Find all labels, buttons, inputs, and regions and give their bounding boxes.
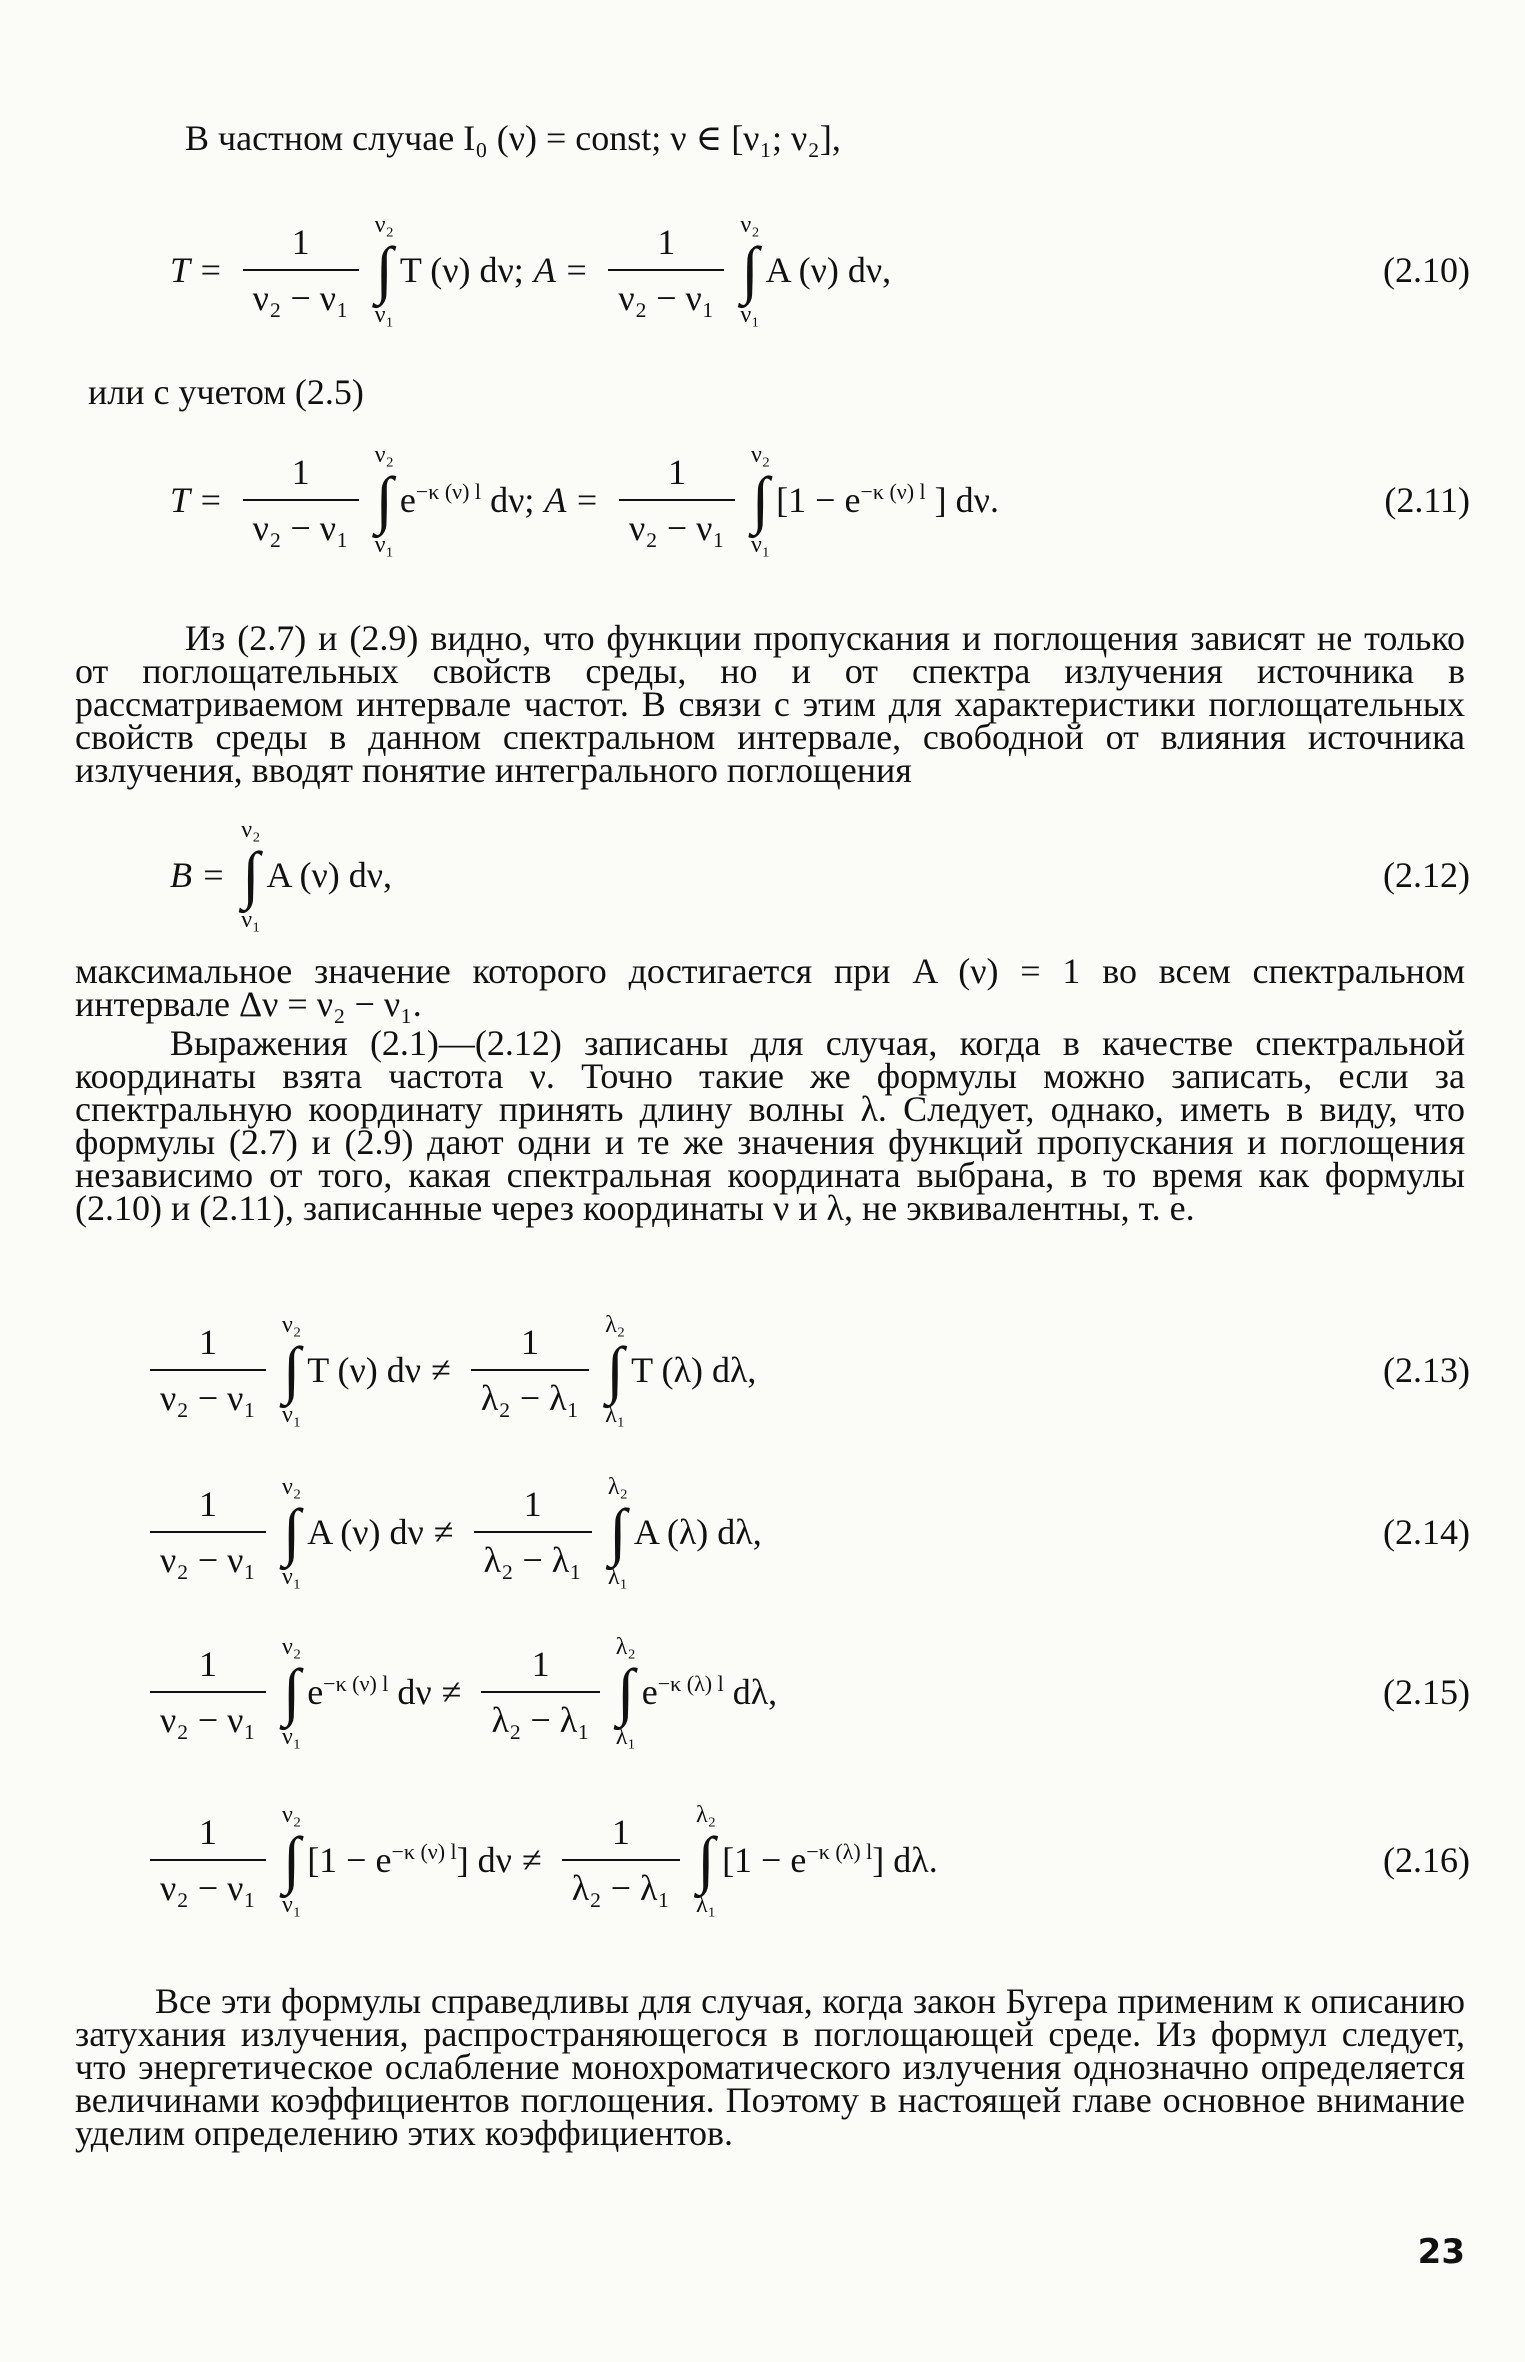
integrand: A (ν) dν (307, 1512, 424, 1552)
lower-limit: λ₁ (696, 1892, 717, 1918)
paragraph: Все эти формулы справедливы для случая, когда закон Бугера применим к описанию затухания излучения, распространяющегося в поглощающей среде. Из формул следует, что энергетическое ослабление монохроматического излучения однозначно определяется величинами коэффициентов поглощения. Поэтому в настоящей главе основное внимание уделим определению этих коэффициентов. (75, 1981, 1465, 2153)
lower-limit: λ₁ (615, 1724, 636, 1750)
integrand: T (λ) dλ, (631, 1350, 757, 1390)
lower-limit: ν₁ (374, 302, 394, 328)
lower-limit: ν₁ (750, 532, 771, 558)
integrand: T (ν) dν (307, 1350, 422, 1390)
upper-limit: λ₂ (615, 1634, 636, 1660)
numerator: 1 (291, 222, 310, 262)
equation-2-12 (140, 815, 1470, 935)
equation-2-13 (140, 1300, 1470, 1440)
lower-limit: λ₁ (607, 1564, 628, 1590)
integrand: $e^{-\kappa (\nu) l}$ dν (307, 1671, 432, 1712)
numerator: 1 (657, 222, 676, 262)
eq-var: A = (544, 480, 599, 520)
lower-limit: ν₁ (281, 1402, 302, 1428)
integral-sign: ∫ (617, 1656, 635, 1727)
integrand: T (ν) dν; (399, 250, 524, 290)
lower-limit: ν₁ (374, 532, 394, 558)
integrand: $[1 - e^{-\kappa (\nu) l}]$ dν (307, 1839, 512, 1880)
equation-2-15 (140, 1622, 1470, 1762)
upper-limit: ν₂ (281, 1474, 302, 1500)
paragraph: Из (2.7) и (2.9) видно, что функции пропускания и поглощения зависят не только от поглощательных свойств среды, но и от спектра излучения источника в рассматриваемом интервале частот. В связи с этим для характеристики поглощательных свойств среды в данном спектральном интервале, свободной от влияния источника излучения, вводят понятие интегрального поглощения (75, 618, 1465, 790)
numerator: 1 (667, 452, 686, 492)
lower-limit: ν₁ (281, 1564, 302, 1590)
upper-limit: λ₂ (696, 1802, 717, 1828)
equation-2-11 (140, 430, 1470, 570)
equation-2-16 (140, 1790, 1470, 1930)
eq-var: T = (170, 480, 223, 520)
denominator: ν₂ − ν₁ (150, 1531, 266, 1581)
numerator: 1 (611, 1812, 630, 1852)
paragraph: максимальное значение которого достигается при A (ν) = 1 во всем спектральном интервале Δν = ν₂ − ν₁. (75, 951, 1465, 1024)
numerator: 1 (198, 1644, 217, 1684)
integral-sign: ∫ (697, 1824, 715, 1895)
integral-sign: ∫ (375, 234, 394, 305)
denominator: ν₂ − ν₁ (243, 269, 359, 319)
integral-sign: ∫ (609, 1496, 627, 1567)
upper-limit: ν₂ (750, 442, 771, 468)
not-equal-sign: ≠ (521, 1840, 542, 1880)
paragraph: Выражения (2.1)—(2.12) записаны для случая, когда в качестве спектральной координаты взята частота ν. Точно такие же формулы можно записать, если за спектральную координату принять длину волны λ. Следует, однако, иметь в виду, что формулы (2.7) и (2.9) дают одни и те же значения функций пропускания и поглощения независимо от того, какая спектральная координата выбрана, в то время как формулы (2.10) и (2.11), записанные через координаты ν и λ, не эквивалентны, т. е. (75, 1023, 1465, 1228)
integrand: A (λ) dλ, (633, 1512, 762, 1552)
exponent: −κ (λ) l (657, 1671, 724, 1696)
equation-number: (2.15) (1383, 1672, 1470, 1712)
equation-number: (2.10) (1383, 250, 1470, 290)
denominator: λ₂ − λ₁ (562, 1859, 680, 1909)
upper-limit: ν₂ (281, 1634, 302, 1660)
numerator: 1 (291, 452, 310, 492)
lower-limit: ν₁ (281, 1892, 302, 1918)
integral-sign: ∫ (282, 1334, 301, 1405)
upper-limit: ν₂ (374, 212, 394, 238)
integrand: A (ν) dν, (765, 250, 892, 290)
lower-limit: ν₁ (241, 907, 261, 933)
lower-limit: ν₁ (740, 302, 760, 328)
exponent: −κ (λ) l (806, 1839, 873, 1864)
integral-sign: ∫ (741, 234, 759, 305)
eq-var: A = (533, 250, 589, 290)
upper-limit: ν₂ (281, 1802, 302, 1828)
not-equal-sign: ≠ (431, 1350, 451, 1390)
upper-limit: ν₂ (740, 212, 760, 238)
integral-sign: ∫ (751, 464, 770, 535)
denominator: ν₂ − ν₁ (150, 1859, 266, 1909)
equation-number: (2.16) (1383, 1840, 1470, 1880)
numerator: 1 (198, 1484, 217, 1524)
integral-sign: ∫ (282, 1496, 301, 1567)
integral-sign: ∫ (282, 1824, 301, 1895)
equation-number: (2.12) (1383, 855, 1470, 895)
equation-number: (2.11) (1384, 480, 1470, 520)
integral-sign: ∫ (242, 839, 260, 910)
not-equal-sign: ≠ (433, 1512, 454, 1552)
numerator: 1 (523, 1484, 542, 1524)
exponent: −κ (ν) l (860, 479, 926, 504)
denominator: ν₂ − ν₁ (243, 499, 359, 549)
upper-limit: λ₂ (607, 1474, 628, 1500)
integrand: $[1 - e^{-\kappa (\lambda) l}]$ dλ. (722, 1839, 938, 1880)
integrand: A (ν) dν, (266, 855, 393, 895)
eq-var: B = (170, 855, 226, 895)
integral-sign: ∫ (282, 1656, 301, 1727)
denominator: ν₂ − ν₁ (608, 269, 724, 319)
eq-var: T = (170, 250, 223, 290)
equation-2-14 (140, 1462, 1470, 1602)
exponent: −κ (ν) l (323, 1671, 389, 1696)
page-number: 23 (1417, 2232, 1465, 2272)
integral-sign: ∫ (375, 464, 394, 535)
denominator: λ₂ − λ₁ (481, 1691, 599, 1741)
lower-limit: ν₁ (281, 1724, 302, 1750)
not-equal-sign: ≠ (441, 1672, 462, 1712)
upper-limit: λ₂ (605, 1312, 626, 1338)
integrand: $e^{-\kappa (\nu) l}$ dν; (399, 479, 535, 520)
numerator: 1 (198, 1812, 217, 1852)
exponent: −κ (ν) l (391, 1839, 457, 1864)
upper-limit: ν₂ (281, 1312, 302, 1338)
integral-sign: ∫ (606, 1334, 624, 1405)
equation-number: (2.13) (1383, 1350, 1470, 1390)
intro-text: В частном случае I₀ (ν) = const; ν ∈ [ν₁; ν₂], (185, 118, 841, 158)
denominator: λ₂ − λ₁ (471, 1369, 589, 1419)
integrand: $e^{-\kappa (\lambda) l}$ dλ, (641, 1671, 778, 1712)
upper-limit: ν₂ (241, 817, 261, 843)
integrand: [$1 - e^{-\kappa (\nu) l}$ ] dν. (776, 479, 999, 520)
upper-limit: ν₂ (374, 442, 394, 468)
denominator: ν₂ − ν₁ (150, 1369, 266, 1419)
text-with-2-5: или с учетом (2.5) (88, 372, 364, 412)
exponent: −κ (ν) l (415, 479, 482, 504)
numerator: 1 (520, 1322, 539, 1362)
equation-number: (2.14) (1383, 1512, 1470, 1552)
denominator: ν₂ − ν₁ (150, 1691, 266, 1741)
numerator: 1 (531, 1644, 550, 1684)
denominator: λ₂ − λ₁ (474, 1531, 592, 1581)
denominator: ν₂ − ν₁ (619, 499, 735, 549)
numerator: 1 (198, 1322, 217, 1362)
equation-2-10 (140, 200, 1470, 340)
lower-limit: λ₁ (605, 1402, 626, 1428)
